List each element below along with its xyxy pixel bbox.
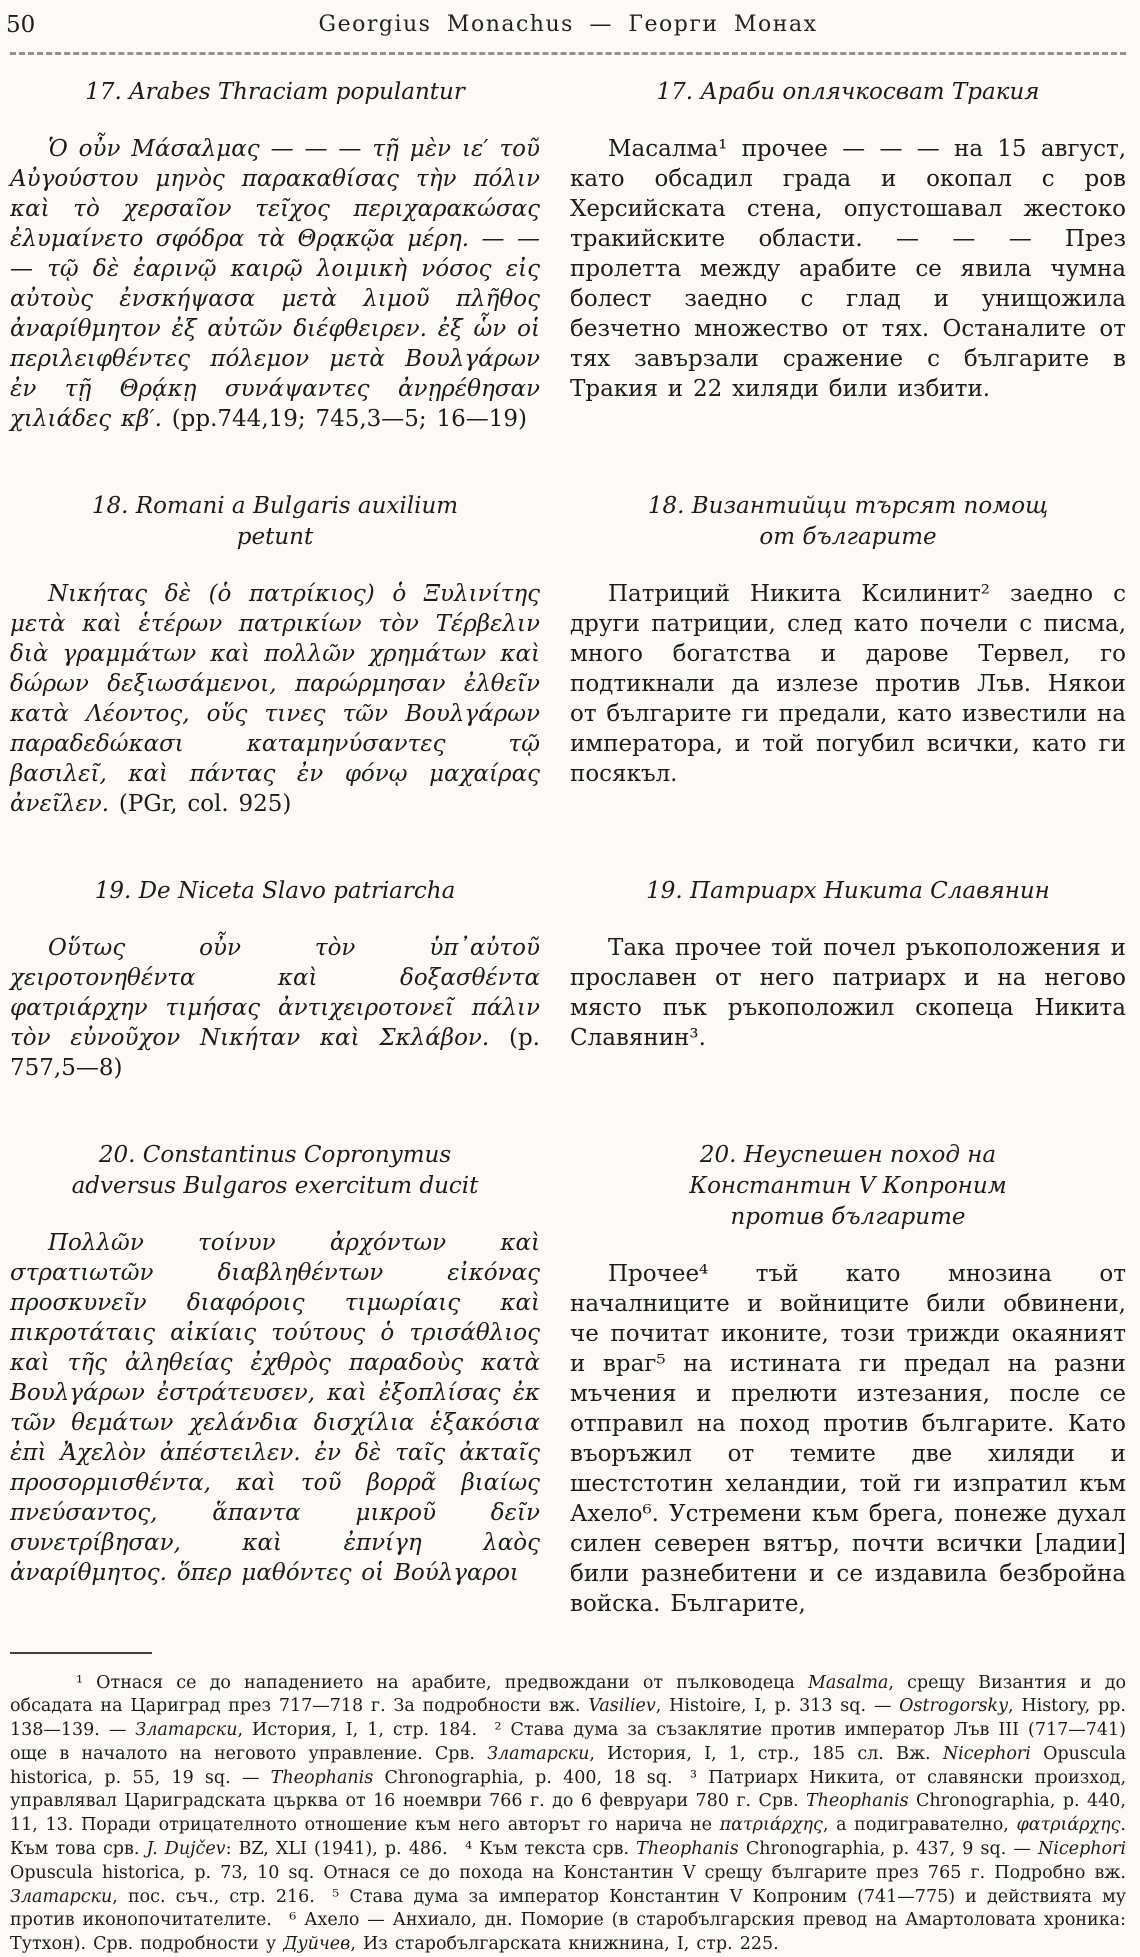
section-18-latin-title: 18. Romani a Bulgaris auxilium petunt xyxy=(69,491,481,553)
section-18-latin xyxy=(10,457,540,842)
section-20-latin-title: 20. Constantinus Copronymus adversus Bulgaros exercitum ducit xyxy=(69,1140,481,1202)
section-18-bulgarian-title: 18. Византийци търсят помощ от българите xyxy=(642,491,1054,553)
footnotes-text: ¹ Отнася се до нападението на арабите, предвождани от пълководеца Masalma, срещу Византия и до обсадата на Цариград през 717—718 г. За подробности вж. Vasiliev, Histoire, I, p. 313 sq. — Ostrogorsky, History, pp. 138—139. — Златарски, История, I, 1, стр. 184. ² Става дума за съзаклятие против император Лъв III (717—741) още в началото на неговото управление. Срв. Златарски, История, I, 1, стр., 185 сл. Вж. Nicephori Opuscula historica, p. 55, 19 sq. — Theophanis Chronographia, p. 400, 18 sq. ³ Патриарх Никита, от славянски произход, управлявал Цариградската църква от 16 ноември 766 г. до 6 февруари 780 г. Срв. Theophanis Chronographia, p. 440, 11, 13. Поради отрицателното отношение към него авторът го нарича не πατριάρχης, а подигравателно, φατριάρχης. Към това срв. J. Dujčev: BZ, XLI (1941), p. 486. ⁴ Към текста срв. Theophanis Chronographia, p. 437, 9 sq. — Nicephori Opuscula historica, p. 73, 10 sq. Отнася се до похода на Константин V срещу българите през 765 г. Подробно вж. Златарски, пос. съч., стр. 216. ⁵ Става дума за император Константин V Копроним (741—775) и действията му против иконопочитателите. ⁶ Ахело — Анхиало, дн. Поморие (в старобългарския превод на Амартоловата хроника: Тутхон). Срв. подробности у Дуйчев, Из старобългарската книжнина, I, стр. 225. xyxy=(10,1672,1126,1957)
section-20-latin xyxy=(10,1106,540,1642)
footnote-separator xyxy=(10,1652,152,1654)
section-17-latin xyxy=(10,63,540,457)
section-19-bulgarian-text: Така прочее той почел ръкоположения и прославен от него патриарх и на негово място пък ръкоположил скопеца Никита Славянин³. xyxy=(570,933,1126,1053)
section-18-bulgarian-text: Патриций Никита Ксилинит² заедно с други патриции, след като почели с писма, много богатства и дарове Тервел, го подтикнали да излезе против Лъв. Някои от българите ги предали, като известили на императора, и той погубил всички, като ги посякъл. xyxy=(570,579,1126,789)
parallel-text-columns xyxy=(10,63,1126,1642)
page-number: 50 xyxy=(6,12,35,38)
section-19-latin xyxy=(10,842,540,1106)
section-18-greek-text: Νικήτας δὲ (ὁ πατρίκιος) ὁ Ξυλινίτης μετὰ καὶ ἑτέρων πατρικίων τὸν Τέρβελιν διὰ γραμμάτων καὶ πολλῶν χρημάτων καὶ δώρων δεξιωσάμενοι, παρώρμησαν ἐλθεῖν κατὰ Λέοντος, οὕς τινες τῶν Βουλγάρων παραδεδώκασι καταμηνύσαντες τῷ βασιλεῖ, καὶ πάντας ἐν φόνῳ μαχαίρας ἀνεῖλεν. (PGr, col. 925) xyxy=(10,579,540,819)
page-header xyxy=(10,8,1126,42)
section-17-bulgarian xyxy=(570,63,1126,457)
header-rule xyxy=(10,52,1126,55)
section-17-bulgarian-title: 17. Араби оплячкосват Тракия xyxy=(642,77,1054,108)
section-20-bulgarian-title: 20. Неуспешен поход на Константин V Копроним против българите xyxy=(642,1140,1054,1233)
section-19-greek-text: Οὕτως οὖν τὸν ὑπ᾽αὐτοῦ χειροτονηθέντα καὶ δοξασθέντα φατριάρχην τιμήσας ἀντιχειροτονεῖ πάλιν τὸν εὐνοῦχον Νικήταν καὶ Σκλάβον. (p. 757,5—8) xyxy=(10,933,540,1083)
section-20-bulgarian xyxy=(570,1106,1126,1642)
section-17-greek-text: Ὁ οὖν Μάσαλμας — — — τῇ μὲν ιε′ τοῦ Αὐγούστου μηνὸς παρακαθίσας τὴν πόλιν καὶ τὸ χερσαῖον τεῖχος περιχαρακώσας ἐλυμαίνετο σφόδρα τὰ Θρᾳκῷα μέρη. — — — τῷ δὲ ἐαρινῷ καιρῷ λοιμικὴ νόσος εἰς αὐτοὺς ἐνσκήψασα μετὰ λιμοῦ πλῆθος ἀναρίθμητον ἐξ αὐτῶν διέφθειρεν. ἐξ ὧν οἱ περιλειφθέντες πόλεμον μετὰ Βουλγάρων ἐν τῇ Θρᾴκῃ συνάψαντες ἀνῃρέθησαν χιλιάδες κβ′. (pp.744,19; 745,3—5; 16—19) xyxy=(10,134,540,434)
section-19-latin-title: 19. De Niceta Slavo patriarcha xyxy=(69,876,481,907)
section-17-bulgarian-text: Масалма¹ прочее — — — на 15 август, като обсадил града и окопал с ров Херсийската стена, опустошавал жестоко тракийските области. — — — През пролетта между арабите се явила чумна болест заедно с глад и унищожила безчетно множество от тях. Останалите от тях завързали сражение с българите в Тракия и 22 хиляди били избити. xyxy=(570,134,1126,404)
section-20-greek-text: Πολλῶν τοίνυν ἀρχόντων καὶ στρατιωτῶν διαβληθέντων εἰκόνας προσκυνεῖν διαφόροις τιμωρίαις καὶ πικροτάταις αἰκίαις τούτους ὁ τρισάθλιος καὶ τῆς ἀληθείας ἐχθρὸς παραδοὺς κατὰ Βουλγάρων ἐστράτευσεν, καὶ ἐξοπλίσας ἐκ τῶν θεμάτων χελάνδια δισχίλια ἑξακόσια ἐπὶ Ἀχελὸν ἀπέστειλεν. ἐν δὲ ταῖς ἀκταῖς προσορμισθέντα, καὶ τοῦ βορρᾶ βιαίως πνεύσαντος, ἅπαντα μικροῦ δεῖν συνετρίβησαν, καὶ ἐπνίγη λαὸς ἀναρίθμητος. ὅπερ μαθόντες οἱ Βούλγαροι xyxy=(10,1228,540,1588)
section-17-latin-title: 17. Arabes Thraciam populantur xyxy=(69,77,481,108)
section-19-bulgarian-title: 19. Патриарх Никита Славянин xyxy=(642,876,1054,907)
running-title: Georgius Monachus — Георги Монах xyxy=(10,8,1126,37)
section-19-bulgarian xyxy=(570,842,1126,1106)
section-18-bulgarian xyxy=(570,457,1126,842)
section-20-bulgarian-text: Прочее⁴ тъй като мнозина от началниците и войниците били обвинени, че почитат иконите, този трижди окаяният и враг⁵ на истината ги предал на разни мъчения и прелюти изтезания, после се отправил на поход против българите. Като въоръжил от темите две хиляди и шестстотин хеландии, той ги изпратил към Ахело⁶. Устремени към брега, понеже духал силен северен вятър, почти всички [ладии] били разнебитени и се издавила безбройна войска. Българите, xyxy=(570,1259,1126,1619)
